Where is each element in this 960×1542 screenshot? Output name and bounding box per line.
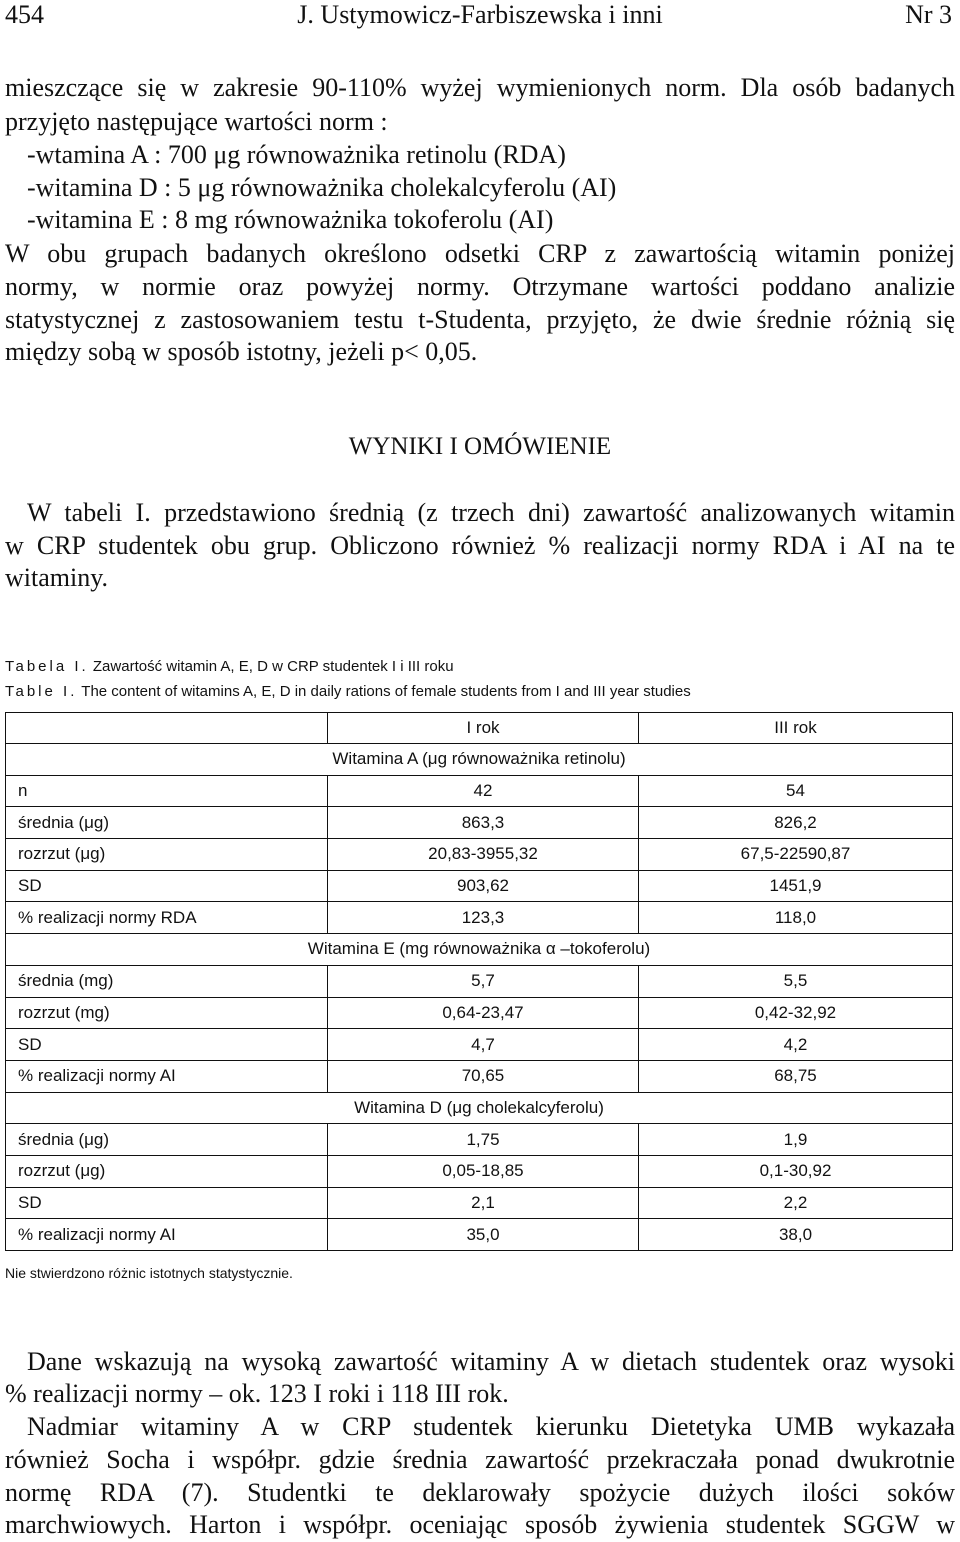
- table-label-pl: Tabela I.: [5, 658, 89, 675]
- norm-list-item: -witamina E : 8 mg równoważnika tokoferolu (AI): [27, 205, 554, 234]
- row-label: % realizacji normy AI: [6, 1060, 328, 1092]
- body-text-line: W obu grupach badanych określono odsetki CRP z zawartością witamin poniżej: [5, 239, 955, 268]
- table-caption-en-line: [5, 682, 955, 702]
- table-caption-pl: Zawartość witamin A, E, D w CRP studentek I i III roku: [92, 658, 454, 675]
- row-label: rozrzut (μg): [6, 1155, 328, 1187]
- table-body: [6, 744, 953, 1251]
- row-label: rozrzut (μg): [6, 839, 328, 871]
- row-label: SD: [6, 870, 328, 902]
- value-year-1: 20,83-3955,32: [328, 839, 639, 871]
- value-year-3: 67,5-22590,87: [639, 839, 953, 871]
- row-label: SD: [6, 1187, 328, 1219]
- section-title: Witamina A (μg równoważnika retinolu): [6, 744, 953, 776]
- table-row: [6, 1029, 953, 1061]
- body-text-line: W tabeli I. przedstawiono średnią (z trzech dni) zawartość analizowanych witamin: [27, 498, 955, 527]
- table-row: [6, 1060, 953, 1092]
- body-text-line: w CRP studentek obu grup. Obliczono również % realizacji normy RDA i AI na te: [5, 531, 955, 560]
- value-year-3: 0,1-30,92: [639, 1155, 953, 1187]
- value-year-3: 0,42-32,92: [639, 997, 953, 1029]
- body-text-line: normy, w normie oraz powyżej normy. Otrzymane wartości poddano analizie: [5, 272, 955, 301]
- table-row: [6, 965, 953, 997]
- table-row: [6, 902, 953, 934]
- table-caption-pl-line: [5, 657, 955, 677]
- value-year-1: 0,64-23,47: [328, 997, 639, 1029]
- body-text-line: Nadmiar witaminy A w CRP studentek kierunku Dietetyka UMB wykazała: [27, 1412, 955, 1441]
- table-caption-en: The content of witamins A, E, D in daily rations of female students from I and III year studies: [81, 683, 691, 700]
- norm-list-item: -wtamina A : 700 μg równoważnika retinolu (RDA): [27, 140, 566, 169]
- value-year-1: 42: [328, 775, 639, 807]
- value-year-1: 4,7: [328, 1029, 639, 1061]
- table-row: [6, 807, 953, 839]
- table-row: [6, 1124, 953, 1156]
- value-year-3: 2,2: [639, 1187, 953, 1219]
- value-year-1: 1,75: [328, 1124, 639, 1156]
- section-row: [6, 1092, 953, 1124]
- body-text-line: marchwiowych. Harton i współpr. oceniając sposób żywienia studentek SGGW w: [5, 1510, 955, 1539]
- body-text-line: witaminy.: [5, 563, 109, 592]
- page-number: 454: [5, 0, 44, 29]
- section-row: [6, 744, 953, 776]
- body-text-line: % realizacji normy – ok. 123 I roki i 118 III rok.: [5, 1379, 509, 1408]
- body-text-line: mieszczące się w zakresie 90-110% wyżej wymienionych norm. Dla osób badanych: [5, 73, 955, 102]
- table-row: [6, 1219, 953, 1251]
- table-row: [6, 839, 953, 871]
- table-header-row: [6, 713, 953, 744]
- value-year-1: 0,05-18,85: [328, 1155, 639, 1187]
- row-label: średnia (mg): [6, 965, 328, 997]
- body-text-line: również Socha i współpr. gdzie średnia zawartość przekraczała ponad dwukrotnie: [5, 1445, 955, 1474]
- vitamin-content-table: [5, 712, 953, 1251]
- body-text-line: statystycznej z zastosowaniem testu t-Studenta, przyjęto, że dwie średnie różnią się: [5, 305, 955, 334]
- value-year-3: 54: [639, 775, 953, 807]
- row-label: % realizacji normy AI: [6, 1219, 328, 1251]
- value-year-1: 5,7: [328, 965, 639, 997]
- table-row: [6, 997, 953, 1029]
- body-text-line: między sobą w sposób istotny, jeżeli p< 0,05.: [5, 337, 478, 366]
- table-footnote: Nie stwierdzono różnic istotnych statystycznie.: [5, 1265, 293, 1281]
- column-header-year-1: I rok: [328, 713, 639, 744]
- section-row: [6, 934, 953, 966]
- section-title: Witamina D (μg cholekalcyferolu): [6, 1092, 953, 1124]
- value-year-3: 4,2: [639, 1029, 953, 1061]
- running-title: J. Ustymowicz-Farbiszewska i inni: [297, 0, 663, 29]
- column-header-label: [6, 713, 328, 744]
- table-row: [6, 870, 953, 902]
- row-label: % realizacji normy RDA: [6, 902, 328, 934]
- section-heading: WYNIKI I OMÓWIENIE: [348, 433, 612, 460]
- value-year-3: 5,5: [639, 965, 953, 997]
- norm-list-item: -witamina D : 5 μg równoważnika cholekalcyferolu (AI): [27, 173, 617, 202]
- body-text-line: Dane wskazują na wysoką zawartość witaminy A w dietach studentek oraz wysoki: [27, 1347, 955, 1376]
- value-year-3: 68,75: [639, 1060, 953, 1092]
- column-header-year-3: III rok: [639, 713, 953, 744]
- section-title: Witamina E (mg równoważnika α –tokoferolu): [6, 934, 953, 966]
- value-year-1: 35,0: [328, 1219, 639, 1251]
- row-label: SD: [6, 1029, 328, 1061]
- value-year-1: 863,3: [328, 807, 639, 839]
- value-year-3: 1,9: [639, 1124, 953, 1156]
- value-year-1: 2,1: [328, 1187, 639, 1219]
- table-row: [6, 775, 953, 807]
- value-year-3: 118,0: [639, 902, 953, 934]
- row-label: średnia (μg): [6, 1124, 328, 1156]
- table-row: [6, 1187, 953, 1219]
- table-row: [6, 1155, 953, 1187]
- row-label: rozrzut (mg): [6, 997, 328, 1029]
- row-label: n: [6, 775, 328, 807]
- table-label-en: Table I.: [5, 683, 78, 700]
- value-year-1: 70,65: [328, 1060, 639, 1092]
- value-year-1: 123,3: [328, 902, 639, 934]
- value-year-3: 1451,9: [639, 870, 953, 902]
- body-text-line: normę RDA (7). Studentki te deklarowały spożycie dużych ilości soków: [5, 1478, 955, 1507]
- value-year-1: 903,62: [328, 870, 639, 902]
- issue-number: Nr 3: [905, 0, 952, 29]
- body-text-line: przyjęto następujące wartości norm :: [5, 107, 388, 136]
- row-label: średnia (μg): [6, 807, 328, 839]
- value-year-3: 826,2: [639, 807, 953, 839]
- value-year-3: 38,0: [639, 1219, 953, 1251]
